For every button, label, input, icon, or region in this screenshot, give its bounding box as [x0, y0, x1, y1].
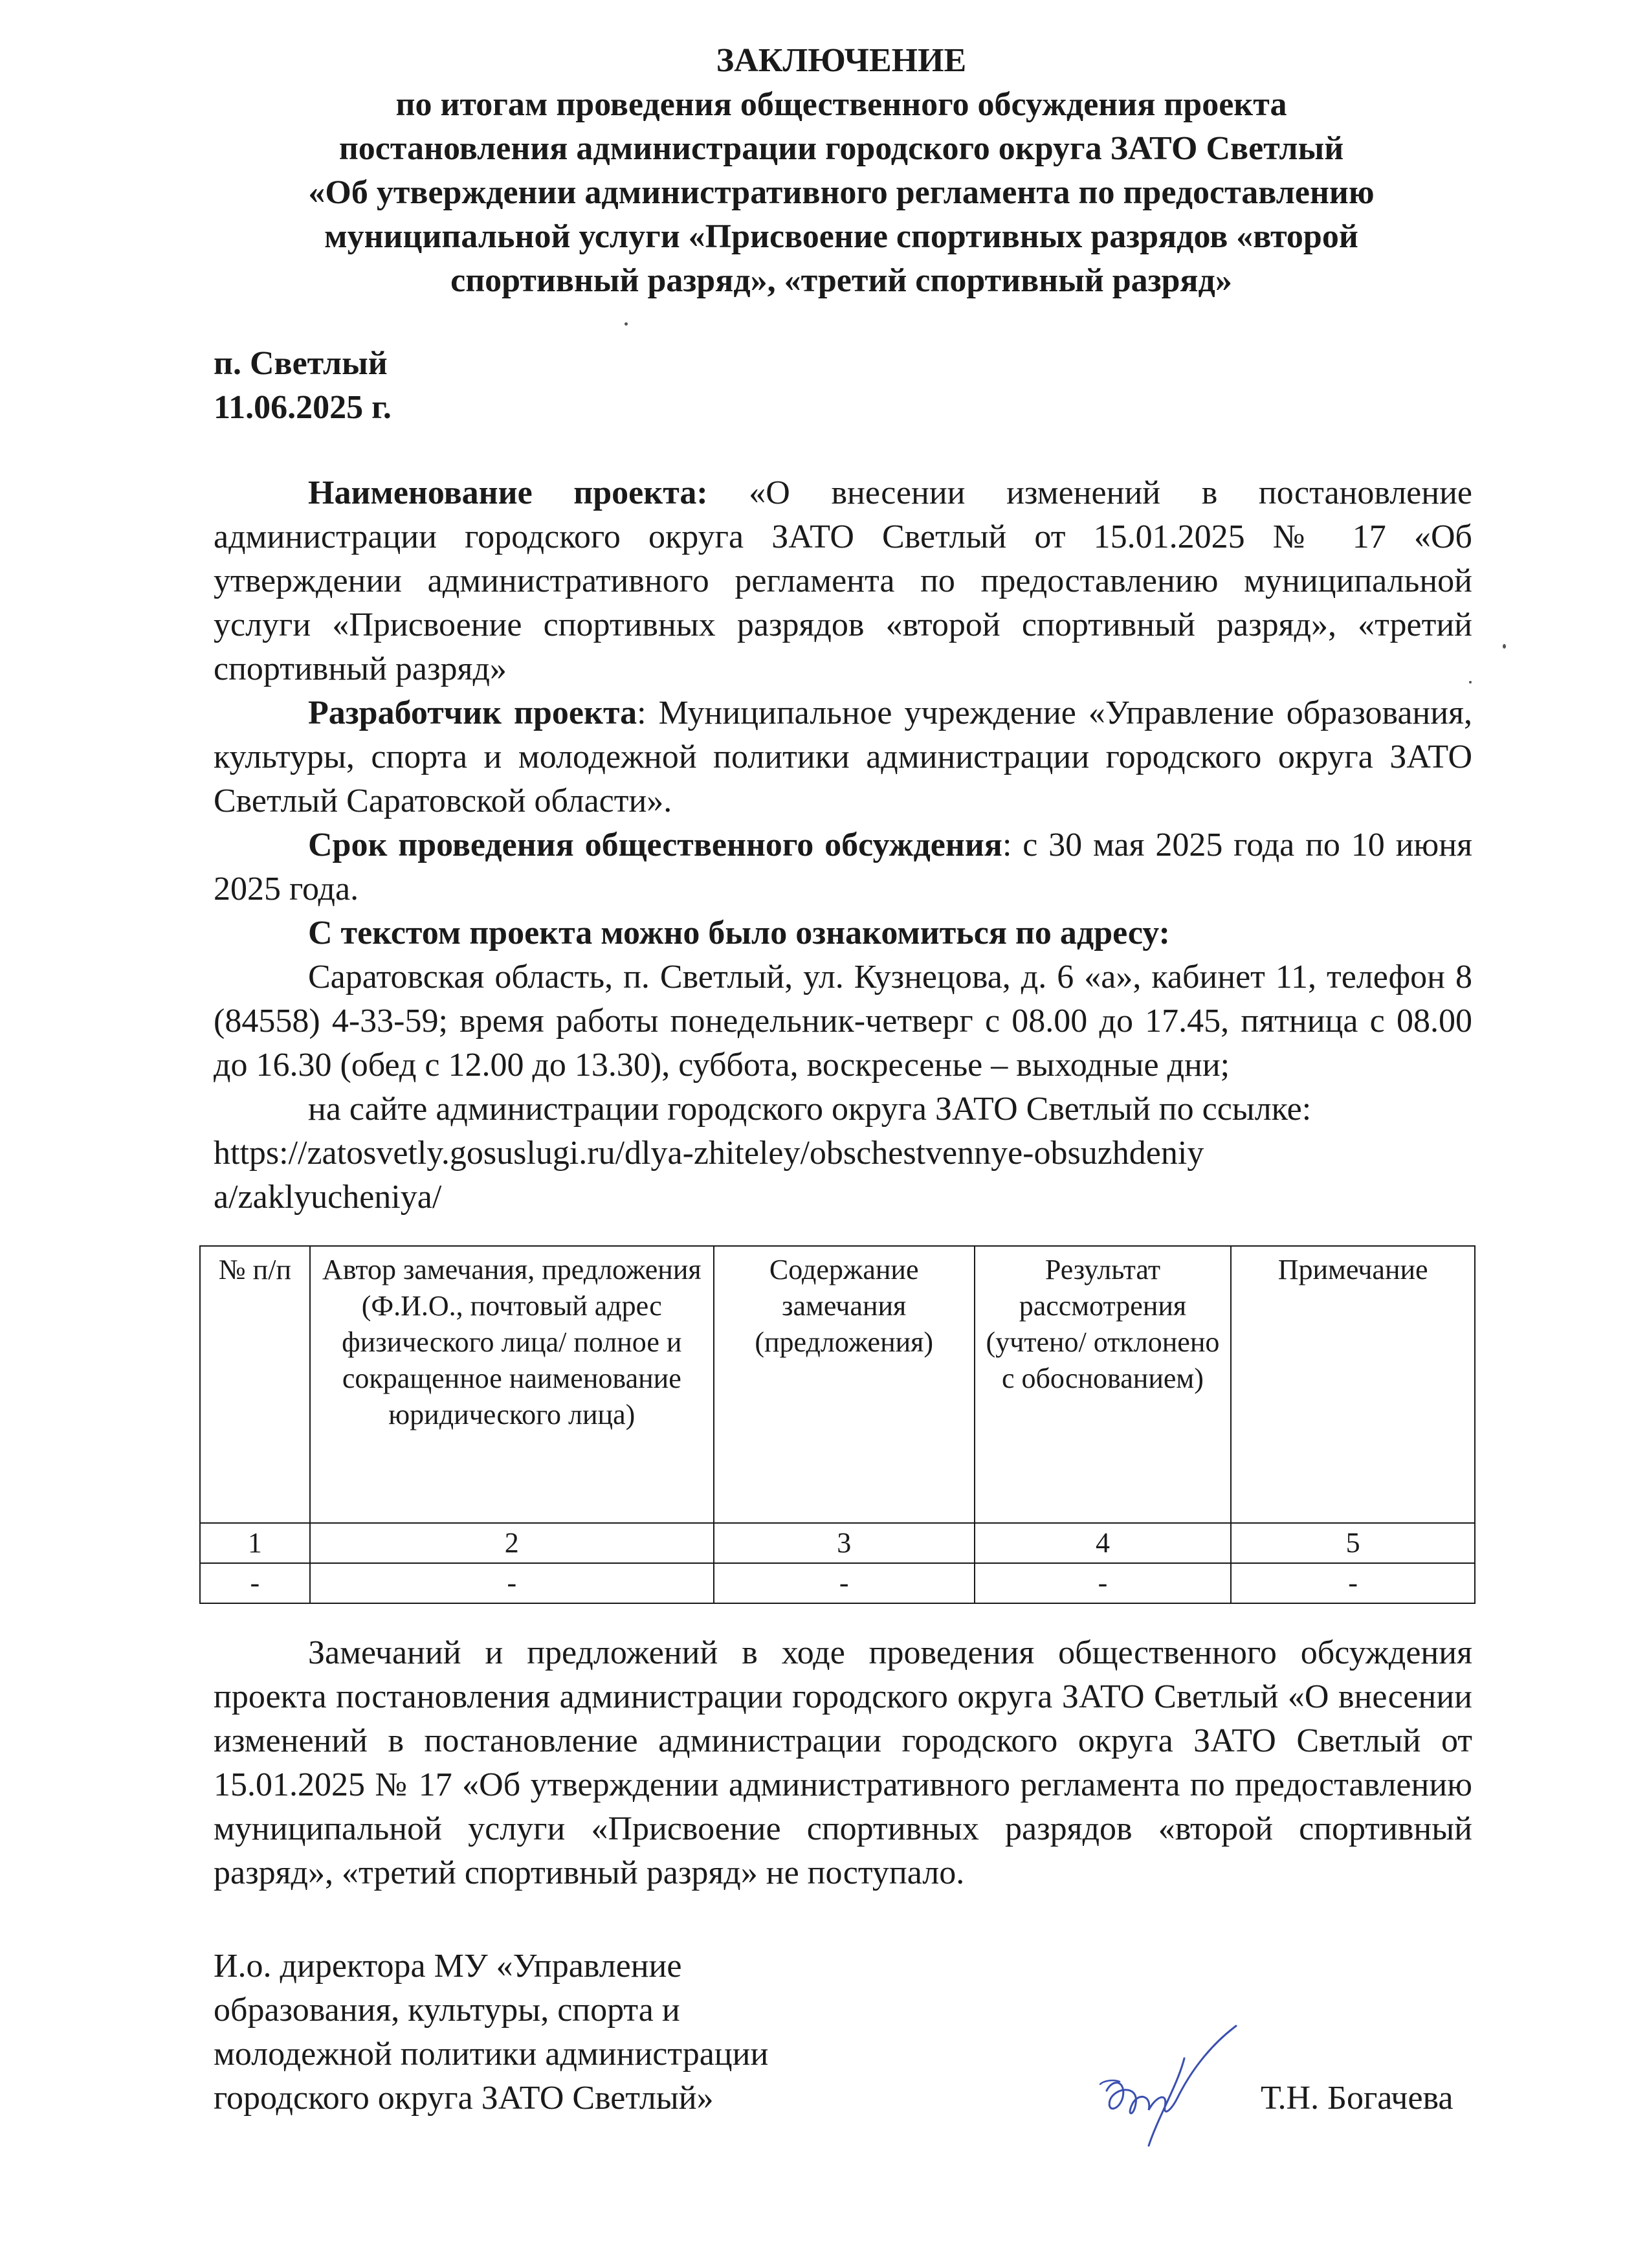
- subtitle-line: муниципальной услуги «Присвоение спортивных разрядов «второй: [324, 218, 1358, 255]
- address-paragraph: Саратовская область, п. Светлый, ул. Кузнецова, д. 6 «а», кабинет 11, телефон 8 (84558) 4-33-59; время работы понедельник-четверг с 08.00 до 17.45, пятница с 08.00 до 16.30 (обед с 12.00 до 13.30), суббота, воскресенье – выходные дни;: [214, 959, 1472, 1084]
- table-header-cell: Содержание замечания (предложения): [714, 1246, 975, 1523]
- date: 11.06.2025 г.: [214, 389, 392, 426]
- subtitle-line: «Об утверждении административного регламента по предоставлению: [308, 174, 1375, 211]
- project-name-text: «О внесении изменений в постановление администрации городского округа ЗАТО Светлый от 15.01.2025 № 17 «Об утверждении административного регламента по предоставлению муниципальной услуги «Присвоение спортивных разрядов «второй спортивный разряд», «третий спортивный разряд»: [214, 474, 1472, 687]
- table-cell: 4: [975, 1523, 1232, 1563]
- developer-label: Разработчик проекта: [308, 695, 637, 731]
- table-cell: -: [310, 1563, 714, 1603]
- comments-table: [199, 1245, 1476, 1604]
- table-header-row: [200, 1246, 1475, 1523]
- place: п. Светлый: [214, 345, 388, 382]
- access-paragraph: [214, 911, 1472, 955]
- table-header-cell: Результат рассмотрения (учтено/ отклонено с обоснованием): [975, 1246, 1232, 1523]
- position-line: молодежной политики администрации: [214, 2036, 769, 2073]
- document-header: [194, 39, 1488, 303]
- scan-speck: [625, 322, 628, 326]
- position-line: И.о. директора МУ «Управление: [214, 1948, 682, 1984]
- project-name-label: Наименование проекта:: [308, 474, 708, 511]
- table-cell: -: [1231, 1563, 1475, 1603]
- table-row: [200, 1563, 1475, 1603]
- scan-speck: [1469, 681, 1472, 684]
- signer-name: Т.Н. Богачева: [1261, 2080, 1454, 2117]
- developer-text: : Муниципальное учреждение «Управление образования, культуры, спорта и молодежной политики администрации городского округа ЗАТО Светлый Саратовской области».: [214, 695, 1472, 819]
- subtitle-line: по итогам проведения общественного обсуждения проекта: [395, 86, 1287, 123]
- scan-speck: [1503, 644, 1506, 649]
- table-header-cell: № п/п: [200, 1246, 310, 1523]
- developer-paragraph: [214, 691, 1472, 823]
- project-name-paragraph: [214, 471, 1472, 691]
- place-date-block: [214, 342, 392, 430]
- table-number-row: [200, 1523, 1475, 1563]
- conclusion-paragraph: Замечаний и предложений в ходе проведения общественного обсуждения проекта постановления администрации городского округа ЗАТО Светлый «О внесении изменений в постановление администрации городского округа ЗАТО Светлый от 15.01.2025 № 17 «Об утверждении административного регламента по предоставлению муниципальной услуги «Присвоение спортивных разрядов «второй спортивный разряд», «третий спортивный разряд» не поступало.: [214, 1634, 1472, 1891]
- position-line: образования, культуры, спорта и: [214, 1992, 680, 2029]
- position-line: городского округа ЗАТО Светлый»: [214, 2080, 714, 2117]
- subtitle-line: спортивный разряд», «третий спортивный разряд»: [450, 262, 1232, 299]
- period-label: Срок проведения общественного обсуждения: [308, 827, 1002, 863]
- table-cell: -: [975, 1563, 1232, 1603]
- table-cell: 3: [714, 1523, 975, 1563]
- table-header-cell: Автор замечания, предложения (Ф.И.О., почтовый адрес физического лица/ полное и сокращенное наименование юридического лица): [310, 1246, 714, 1523]
- site-text: на сайте администрации городского округа ЗАТО Светлый по ссылке:: [308, 1091, 1312, 1128]
- document-body: [214, 471, 1472, 1219]
- table-cell: 1: [200, 1523, 310, 1563]
- handwritten-signature: [1087, 2019, 1281, 2149]
- table-cell: 2: [310, 1523, 714, 1563]
- signatory-position: [214, 1944, 768, 2120]
- subtitle-line: постановления администрации городского округа ЗАТО Светлый: [338, 130, 1344, 167]
- site-paragraph: [214, 1087, 1472, 1131]
- document-title: ЗАКЛЮЧЕНИЕ: [716, 42, 967, 79]
- period-paragraph: [214, 823, 1472, 911]
- period-text: : с 30 мая 2025 года по 10 июня 2025 года.: [214, 827, 1472, 907]
- project-link[interactable]: https://zatosvetly.gosuslugi.ru/dlya-zhiteley/obschestvennye-obsuzhdeniya/zaklyucheniya/: [214, 1135, 1204, 1216]
- table-header-cell: Примечание: [1231, 1246, 1475, 1523]
- table-cell: 5: [1231, 1523, 1475, 1563]
- table-cell: -: [200, 1563, 310, 1603]
- table-cell: -: [714, 1563, 975, 1603]
- access-label: С текстом проекта можно было ознакомиться по адресу:: [308, 915, 1170, 951]
